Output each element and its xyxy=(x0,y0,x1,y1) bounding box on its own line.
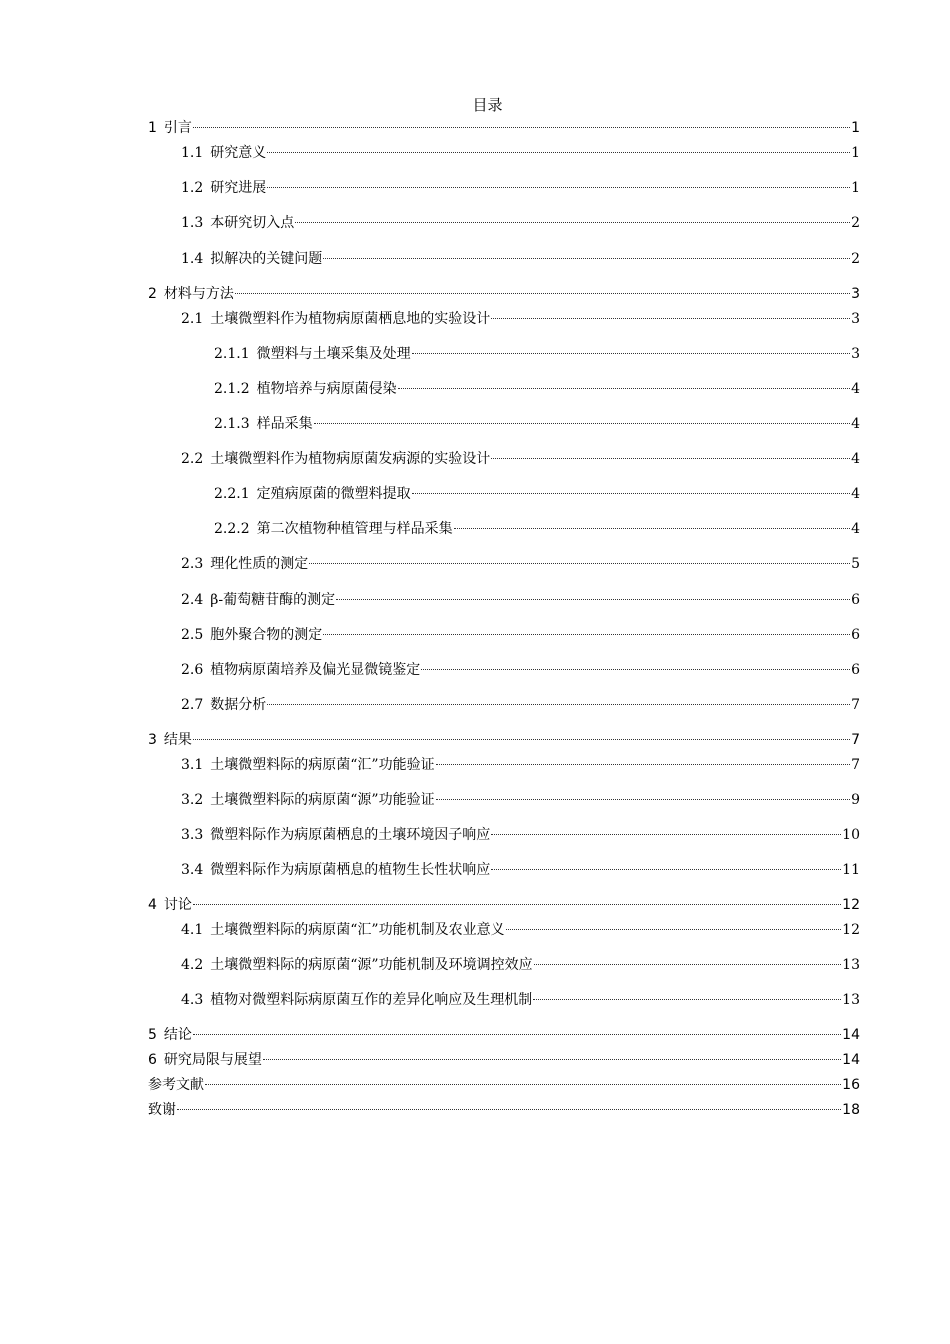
toc-entry-text: 微塑料际作为病原菌栖息的植物生长性状响应 xyxy=(210,862,491,878)
toc-entry-number: 3.4 xyxy=(181,862,204,878)
toc-entry-number: 2.1.1 xyxy=(214,346,250,362)
toc-entry-page-number: 4 xyxy=(851,521,860,537)
dot-leader xyxy=(412,492,850,494)
toc-entry-label xyxy=(181,249,322,269)
toc-entry-page-number: 1 xyxy=(851,120,860,136)
toc-entry-page-number: 6 xyxy=(851,592,860,608)
toc-entry-text: 讨论 xyxy=(163,897,192,913)
toc-entry-page-number: 6 xyxy=(851,662,860,678)
toc-entry-number: 3.1 xyxy=(181,757,204,773)
toc-entry-label xyxy=(181,860,490,880)
toc-entry-page-number: 12 xyxy=(842,922,860,938)
toc-entry-number: 3 xyxy=(148,732,157,748)
dot-leader xyxy=(533,998,841,1000)
dot-leader xyxy=(267,703,850,705)
toc-entry[interactable] xyxy=(181,955,860,975)
toc-entry-number: 4.3 xyxy=(181,992,204,1008)
toc-entry-number: 2.1.2 xyxy=(214,381,250,397)
toc-entry-text: 样品采集 xyxy=(256,416,313,432)
dot-leader xyxy=(323,257,850,259)
toc-entry-label xyxy=(181,625,322,645)
dot-leader xyxy=(309,562,850,564)
dot-leader xyxy=(193,903,841,905)
toc-entry[interactable] xyxy=(181,449,860,469)
toc-entry-label xyxy=(181,920,505,940)
toc-entry-page-number: 5 xyxy=(851,556,860,572)
toc-entry-text: 本研究切入点 xyxy=(210,215,295,231)
toc-entry-label xyxy=(181,143,266,163)
toc-entry-number: 4.1 xyxy=(181,922,204,938)
toc-entry-text: 土壤微塑料际的病原菌“汇”功能验证 xyxy=(210,757,435,773)
toc-entry-label xyxy=(148,1025,192,1045)
toc-entry-text: 第二次植物种植管理与样品采集 xyxy=(256,521,453,537)
toc-entry[interactable] xyxy=(214,414,860,434)
toc-entry-page-number: 18 xyxy=(842,1102,860,1118)
toc-entry-label xyxy=(148,1075,204,1095)
toc-entry-label xyxy=(214,484,411,504)
dot-leader xyxy=(205,1083,841,1085)
toc-entry-number: 2.1 xyxy=(181,311,204,327)
toc-entry-page-number: 6 xyxy=(851,627,860,643)
toc-entry-text: 土壤微塑料作为植物病原菌发病源的实验设计 xyxy=(210,451,491,467)
dot-leader xyxy=(177,1108,841,1110)
dot-leader xyxy=(263,1058,841,1060)
toc-entry-page-number: 14 xyxy=(842,1052,860,1068)
toc-entry-page-number: 1 xyxy=(851,180,860,196)
toc-entry-label xyxy=(148,1100,176,1120)
toc-entry[interactable] xyxy=(181,990,860,1010)
toc-entry-label xyxy=(148,730,192,750)
toc-entry-page-number: 2 xyxy=(851,251,860,267)
dot-leader xyxy=(412,352,850,354)
toc-entry-text: 参考文献 xyxy=(148,1077,204,1093)
toc-entry-label xyxy=(148,895,192,915)
toc-entry-text: 微塑料与土壤采集及处理 xyxy=(256,346,411,362)
dot-leader xyxy=(398,387,850,389)
dot-leader xyxy=(323,633,850,635)
toc-entry-page-number: 14 xyxy=(842,1027,860,1043)
toc-entry[interactable] xyxy=(148,1100,860,1120)
toc-entry[interactable] xyxy=(214,379,860,399)
toc-entry-number: 2.2.2 xyxy=(214,521,250,537)
toc-entry-label xyxy=(148,284,234,304)
toc-entry-page-number: 13 xyxy=(842,992,860,1008)
toc-entry[interactable] xyxy=(181,590,860,610)
toc-entry-page-number: 3 xyxy=(851,286,860,302)
toc-entry-label xyxy=(181,590,335,610)
toc-entry-label xyxy=(214,379,397,399)
dot-leader xyxy=(295,221,850,223)
toc-entry-number: 2.3 xyxy=(181,556,204,572)
toc-entry-number: 2.7 xyxy=(181,697,204,713)
toc-entry-number: 1.4 xyxy=(181,251,204,267)
toc-entry-label xyxy=(148,118,192,138)
toc-entry-text: β-葡萄糖苷酶的测定 xyxy=(210,592,336,608)
toc-entry[interactable] xyxy=(181,178,860,198)
toc-entry[interactable] xyxy=(181,860,860,880)
dot-leader xyxy=(421,668,850,670)
toc-entry[interactable] xyxy=(181,825,860,845)
toc-entry-page-number: 3 xyxy=(851,346,860,362)
toc-entry-text: 胞外聚合物的测定 xyxy=(210,627,323,643)
dot-leader xyxy=(314,422,850,424)
toc-entry[interactable] xyxy=(181,790,860,810)
toc-entry-text: 研究局限与展望 xyxy=(163,1052,262,1068)
toc-entry-text: 定殖病原菌的微塑料提取 xyxy=(256,486,411,502)
toc-entry-text: 研究意义 xyxy=(210,145,267,161)
toc-entry-number: 5 xyxy=(148,1027,157,1043)
toc-entry[interactable] xyxy=(181,213,860,233)
dot-leader xyxy=(193,1033,841,1035)
toc-entry-number: 1.1 xyxy=(181,145,204,161)
toc-entry-label xyxy=(181,178,266,198)
toc-entry[interactable] xyxy=(181,143,860,163)
dot-leader xyxy=(491,457,850,459)
toc-entry-page-number: 7 xyxy=(851,697,860,713)
toc-entry-page-number: 3 xyxy=(851,311,860,327)
toc-entry-text: 土壤微塑料作为植物病原菌栖息地的实验设计 xyxy=(210,311,491,327)
toc-entry[interactable] xyxy=(181,554,860,574)
toc-entry-text: 结论 xyxy=(163,1027,192,1043)
toc-entry[interactable] xyxy=(214,519,860,539)
toc-entry-page-number: 4 xyxy=(851,381,860,397)
toc-entry-text: 致谢 xyxy=(148,1102,176,1118)
toc-entry-page-number: 7 xyxy=(851,732,860,748)
dot-leader xyxy=(436,798,850,800)
toc-entry-label xyxy=(181,755,435,775)
dot-leader xyxy=(267,186,850,188)
toc-entry-label xyxy=(181,449,490,469)
toc-entry[interactable] xyxy=(214,344,860,364)
toc-entry-text: 研究进展 xyxy=(210,180,267,196)
toc-entry-number: 3.2 xyxy=(181,792,204,808)
toc-title: 目录 xyxy=(472,96,503,114)
dot-leader xyxy=(267,151,850,153)
toc-entry-number: 2.6 xyxy=(181,662,204,678)
toc-entry-label xyxy=(181,790,435,810)
toc-entry-text: 植物培养与病原菌侵染 xyxy=(256,381,397,397)
toc-entry-page-number: 11 xyxy=(842,862,860,878)
toc-entry-page-number: 2 xyxy=(851,215,860,231)
dot-leader xyxy=(336,598,850,600)
toc-entry-text: 植物对微塑料际病原菌互作的差异化响应及生理机制 xyxy=(210,992,533,1008)
toc-entry-text: 土壤微塑料际的病原菌“源”功能机制及环境调控效应 xyxy=(210,957,533,973)
toc-entry[interactable] xyxy=(148,284,860,304)
toc-entry-label xyxy=(181,955,533,975)
toc-entry[interactable] xyxy=(148,730,860,750)
toc-entry-text: 理化性质的测定 xyxy=(210,556,309,572)
toc-entry-text: 土壤微塑料际的病原菌“源”功能验证 xyxy=(210,792,435,808)
toc-entry-number: 2.4 xyxy=(181,592,204,608)
toc-entry[interactable] xyxy=(148,118,860,138)
toc-entry-page-number: 4 xyxy=(851,451,860,467)
dot-leader xyxy=(235,292,850,294)
toc-entry-label xyxy=(214,344,411,364)
toc-entry[interactable] xyxy=(181,695,860,715)
toc-entry-page-number: 16 xyxy=(842,1077,860,1093)
toc-entry-text: 微塑料际作为病原菌栖息的土壤环境因子响应 xyxy=(210,827,491,843)
toc-entry-page-number: 4 xyxy=(851,416,860,432)
toc-entry-page-number: 1 xyxy=(851,145,860,161)
toc-entry-text: 引言 xyxy=(163,120,192,136)
toc-entry-number: 1.2 xyxy=(181,180,204,196)
toc-entry-label xyxy=(181,695,266,715)
dot-leader xyxy=(436,763,850,765)
dot-leader xyxy=(491,317,850,319)
dot-leader xyxy=(506,928,842,930)
toc-entry-label xyxy=(148,1050,262,1070)
dot-leader xyxy=(491,868,841,870)
toc-entry-text: 结果 xyxy=(163,732,192,748)
dot-leader xyxy=(491,833,841,835)
toc-entry[interactable] xyxy=(214,484,860,504)
toc-entry-page-number: 7 xyxy=(851,757,860,773)
toc-entry[interactable] xyxy=(148,1075,860,1095)
toc-entry-number: 2.2.1 xyxy=(214,486,250,502)
toc-entry-number: 1 xyxy=(148,120,157,136)
toc-entry-number: 1.3 xyxy=(181,215,204,231)
toc-entry-number: 2 xyxy=(148,286,157,302)
toc-entry-number: 2.5 xyxy=(181,627,204,643)
toc-entry[interactable] xyxy=(148,895,860,915)
toc-entry-page-number: 9 xyxy=(851,792,860,808)
toc-entry-label xyxy=(181,990,532,1010)
dot-leader xyxy=(454,527,850,529)
toc-entry-label xyxy=(181,825,490,845)
toc-entry-label xyxy=(214,519,453,539)
toc-entry-text: 拟解决的关键问题 xyxy=(210,251,323,267)
toc-entry-page-number: 10 xyxy=(842,827,860,843)
toc-entry-number: 3.3 xyxy=(181,827,204,843)
toc-entry[interactable] xyxy=(148,1050,860,1070)
toc-entry-page-number: 13 xyxy=(842,957,860,973)
toc-entry-number: 6 xyxy=(148,1052,157,1068)
toc-entry-number: 4 xyxy=(148,897,157,913)
toc-entry-label xyxy=(181,213,294,233)
toc-entry-label xyxy=(214,414,313,434)
toc-entry-text: 材料与方法 xyxy=(163,286,234,302)
toc-entry-text: 土壤微塑料际的病原菌“汇”功能机制及农业意义 xyxy=(210,922,505,938)
toc-entry-number: 2.1.3 xyxy=(214,416,250,432)
toc-entry[interactable] xyxy=(181,625,860,645)
toc-entry-number: 2.2 xyxy=(181,451,204,467)
toc-entry-number: 4.2 xyxy=(181,957,204,973)
toc-entry-label xyxy=(181,309,490,329)
toc-entry-text: 植物病原菌培养及偏光显微镜鉴定 xyxy=(210,662,421,678)
toc-entry-text: 数据分析 xyxy=(210,697,267,713)
toc-entry-page-number: 12 xyxy=(842,897,860,913)
toc-entry[interactable] xyxy=(181,920,860,940)
toc-entry[interactable] xyxy=(181,249,860,269)
dot-leader xyxy=(534,963,842,965)
dot-leader xyxy=(193,126,850,128)
toc-entry[interactable] xyxy=(181,309,860,329)
toc-entry-page-number: 4 xyxy=(851,486,860,502)
toc-entry[interactable] xyxy=(148,1025,860,1045)
toc-entry[interactable] xyxy=(181,660,860,680)
toc-entry[interactable] xyxy=(181,755,860,775)
dot-leader xyxy=(193,738,850,740)
toc-entry-label xyxy=(181,660,420,680)
toc-entry-label xyxy=(181,554,308,574)
